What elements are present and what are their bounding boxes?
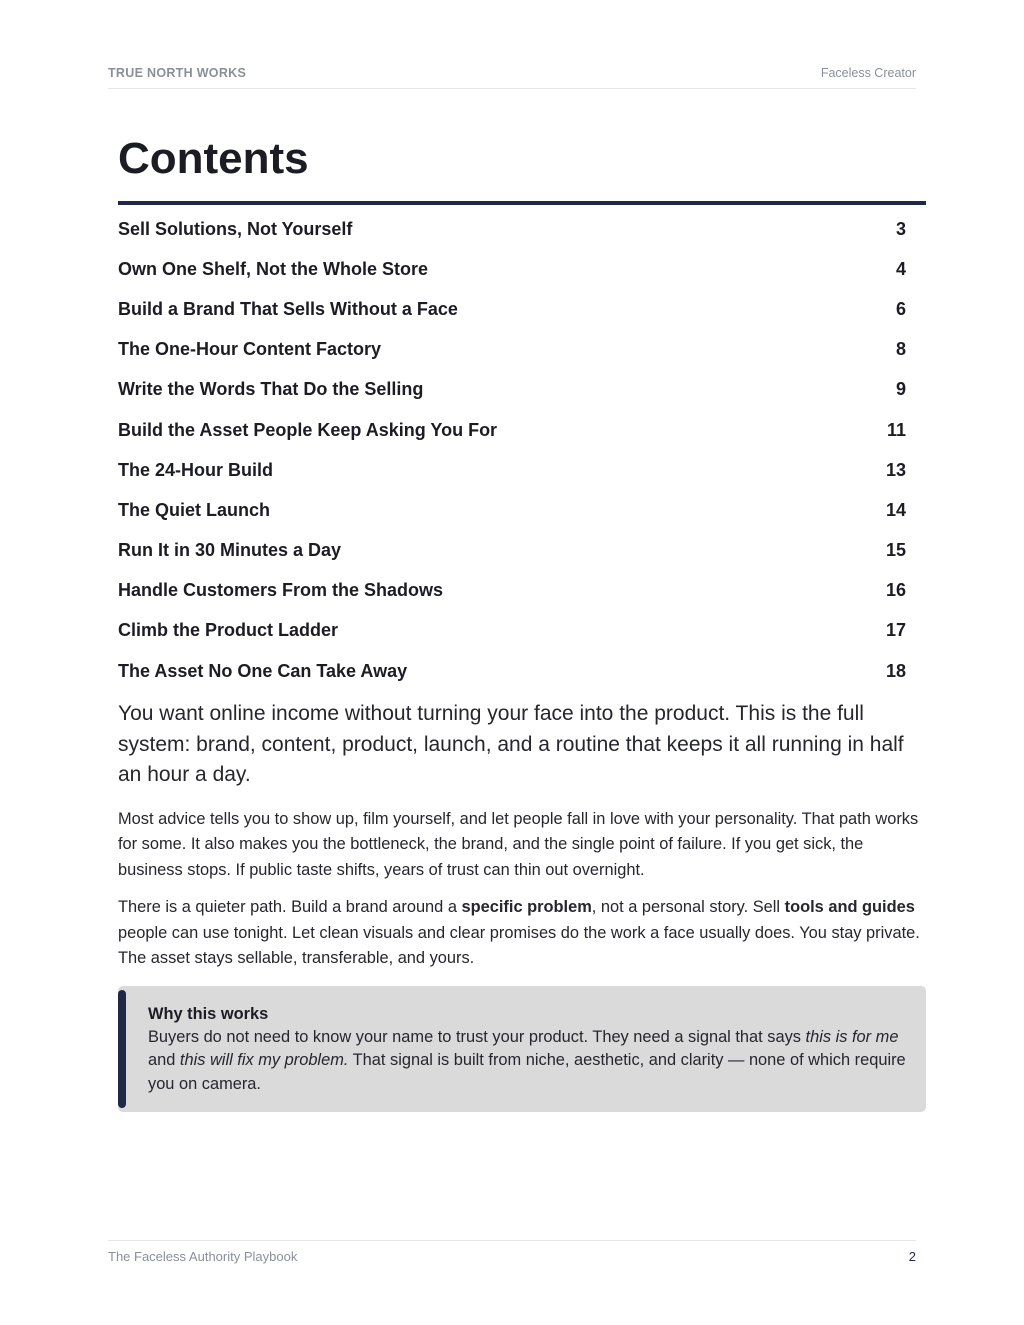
toc-entry[interactable] xyxy=(118,209,926,249)
toc-entry-title: The Asset No One Can Take Away xyxy=(118,660,408,681)
toc-entry[interactable] xyxy=(118,249,926,289)
toc-entry-page: 14 xyxy=(885,499,906,520)
toc-entry[interactable] xyxy=(118,289,926,329)
page-header xyxy=(108,66,916,89)
toc-entry-title: Build the Asset People Keep Asking You For xyxy=(118,419,498,440)
paragraph-text: There is a quieter path. Build a brand around a xyxy=(118,898,462,917)
toc-entry[interactable] xyxy=(118,651,926,691)
toc-entry[interactable] xyxy=(118,410,926,450)
paragraph-text: people can use tonight. Let clean visuals and clear promises do the work a face usually does. You stay private. The asset stays sellable, transferable, and yours. xyxy=(118,923,920,968)
page-content xyxy=(118,128,926,1112)
toc-entry[interactable] xyxy=(118,490,926,530)
toc-entry-page: 6 xyxy=(895,298,906,319)
why-this-works-callout xyxy=(118,986,926,1113)
footer-book-title: The Faceless Authority Playbook xyxy=(108,1249,298,1264)
toc-entry-page: 16 xyxy=(885,580,906,601)
toc-entry-page: 18 xyxy=(885,660,906,681)
toc-entry-title: Sell Solutions, Not Yourself xyxy=(118,218,353,239)
emphasis-text: tools and guides xyxy=(784,898,915,917)
toc-entry[interactable] xyxy=(118,370,926,410)
footer-page-number: 2 xyxy=(908,1249,916,1264)
toc-entry[interactable] xyxy=(118,450,926,490)
brand-name: TRUE NORTH WORKS xyxy=(108,66,247,80)
callout-title: Why this works xyxy=(148,1004,269,1023)
toc-entry[interactable] xyxy=(118,531,926,571)
toc-entry-title: Build a Brand That Sells Without a Face xyxy=(118,298,458,319)
callout-italic: this will fix my problem. xyxy=(179,1051,349,1070)
toc-list xyxy=(118,209,926,691)
intro-lead: You want online income without turning your face into the product. This is the full system: brand, content, product, launch, and a routine that keeps it all running in half an hour a day. xyxy=(118,702,904,787)
toc-entry-page: 9 xyxy=(895,379,906,400)
toc-entry-title: The One-Hour Content Factory xyxy=(118,339,382,360)
callout-text-part: and xyxy=(148,1051,180,1070)
toc-entry-page: 17 xyxy=(885,620,906,641)
toc-entry-page: 4 xyxy=(895,258,906,279)
paragraph-text: , not a personal story. Sell xyxy=(591,898,785,917)
callout-italic: this is for me xyxy=(805,1027,899,1046)
callout-text-part: Buyers do not need to know your name to trust your product. They need a signal that says xyxy=(148,1027,806,1046)
emphasis-text: specific problem xyxy=(461,898,592,917)
toc-entry[interactable] xyxy=(118,611,926,651)
toc-entry-title: Climb the Product Ladder xyxy=(118,620,339,641)
page-footer xyxy=(108,1240,916,1264)
toc-entry-title: Handle Customers From the Shadows xyxy=(118,580,444,601)
toc-entry-title: The 24-Hour Build xyxy=(118,459,274,480)
callout-accent-bar xyxy=(118,990,126,1109)
toc-entry-title: Write the Words That Do the Selling xyxy=(118,379,424,400)
contents-heading: Contents xyxy=(118,128,926,205)
toc-entry-title: Run It in 30 Minutes a Day xyxy=(118,540,342,561)
callout-text xyxy=(148,1026,914,1097)
intro-paragraph xyxy=(118,895,926,972)
toc-entry-title: The Quiet Launch xyxy=(118,499,271,520)
toc-entry-page: 11 xyxy=(886,419,906,440)
series-name: Faceless Creator xyxy=(820,66,916,80)
toc-entry[interactable] xyxy=(118,330,926,370)
intro-paragraph: Most advice tells you to show up, film yourself, and let people fall in love with your personality. That path works for some. It also makes you the bottleneck, the brand, and the single point of failure. If you get sick, the business stops. If public taste shifts, years of trust can thin out overnight. xyxy=(118,809,919,879)
toc-entry-page: 15 xyxy=(885,540,906,561)
toc-entry-page: 8 xyxy=(895,339,906,360)
callout-text-part: That signal is built from niche, aesthetic, and clarity — none of which require you on camera. xyxy=(148,1051,906,1093)
toc-entry-page: 13 xyxy=(885,459,906,480)
toc-entry-title: Own One Shelf, Not the Whole Store xyxy=(118,258,429,279)
toc-entry-page: 3 xyxy=(895,218,906,239)
toc-entry[interactable] xyxy=(118,571,926,611)
